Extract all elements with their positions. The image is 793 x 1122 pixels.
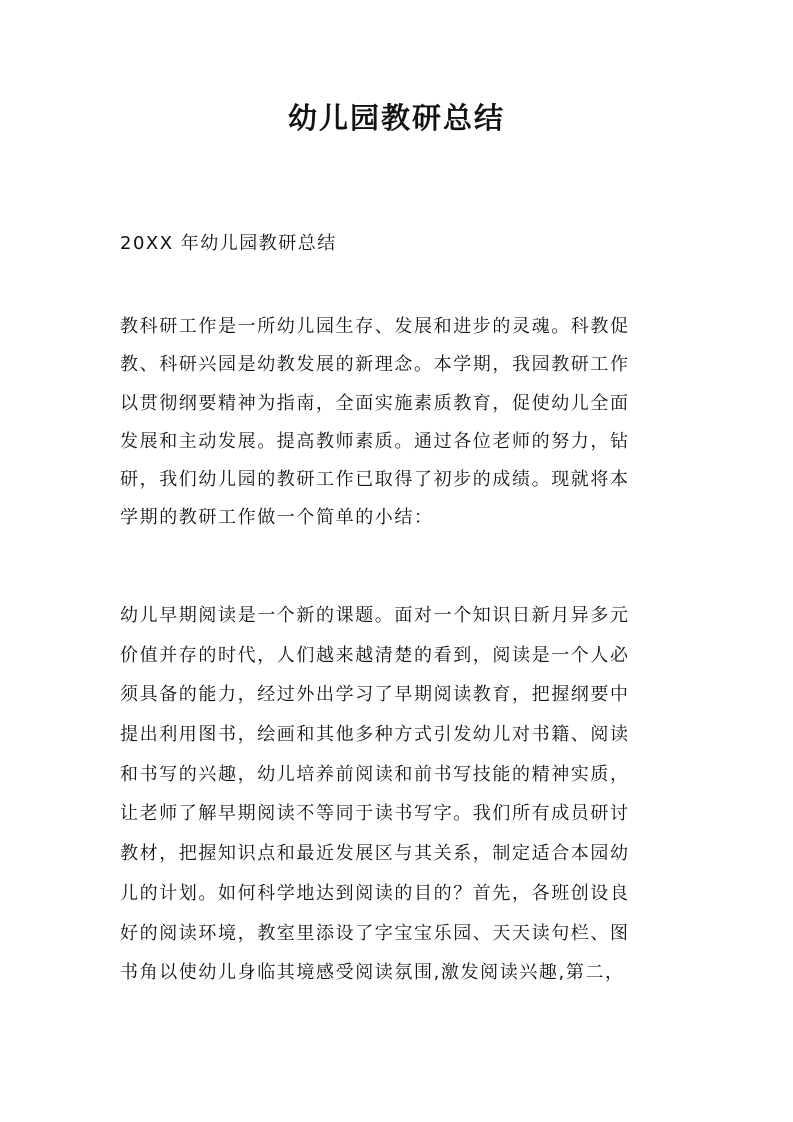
paragraph-line: 教、科研兴园是幼教发展的新理念。本学期，我园教研工作 bbox=[120, 354, 630, 376]
paragraph-line: 发展和主动发展。提高教师素质。通过各位老师的努力，钻 bbox=[120, 430, 630, 452]
paragraph-line: 让老师了解早期阅读不等同于读书写字。我们所有成员研讨 bbox=[120, 803, 630, 825]
paragraph-line: 须具备的能力，经过外出学习了早期阅读教育，把握纲要中 bbox=[120, 684, 630, 706]
paragraph-1 bbox=[120, 308, 676, 538]
paragraph-line: 以贯彻纲要精神为指南，全面实施素质教育，促使幼儿全面 bbox=[120, 392, 630, 414]
paragraph-line: 教材，把握知识点和最近发展区与其关系，制定适合本园幼 bbox=[120, 843, 630, 865]
paragraph-2 bbox=[120, 596, 676, 993]
paragraph-line: 好的阅读环境，教室里添设了字宝宝乐园、天天读句栏、图 bbox=[120, 922, 630, 944]
paragraph-line: 儿的计划。如何科学地达到阅读的目的？首先，各班创设良 bbox=[120, 882, 630, 904]
paragraph-line: 提出利用图书，绘画和其他多种方式引发幼儿对书籍、阅读 bbox=[120, 724, 630, 746]
paragraph-line: 学期的教研工作做一个简单的小结： bbox=[120, 507, 434, 529]
paragraph-line: 幼儿早期阅读是一个新的课题。面对一个知识日新月异多元 bbox=[120, 605, 630, 626]
document-subtitle: 20XX 年幼儿园教研总结 bbox=[120, 233, 337, 254]
paragraph-line: 书角以使幼儿身临其境感受阅读氛围,激发阅读兴趣,第二， bbox=[120, 962, 625, 984]
paragraph-line: 教科研工作是一所幼儿园生存、发展和进步的灵魂。科教促 bbox=[120, 316, 630, 337]
paragraph-line: 和书写的兴趣，幼儿培养前阅读和前书写技能的精神实质， bbox=[120, 763, 630, 785]
paragraph-line: 价值并存的时代，人们越来越清楚的看到，阅读是一个人必 bbox=[120, 644, 630, 666]
paragraph-line: 研，我们幼儿园的教研工作已取得了初步的成绩。现就将本 bbox=[120, 469, 630, 491]
document-title: 幼儿园教研总结 bbox=[287, 101, 505, 135]
